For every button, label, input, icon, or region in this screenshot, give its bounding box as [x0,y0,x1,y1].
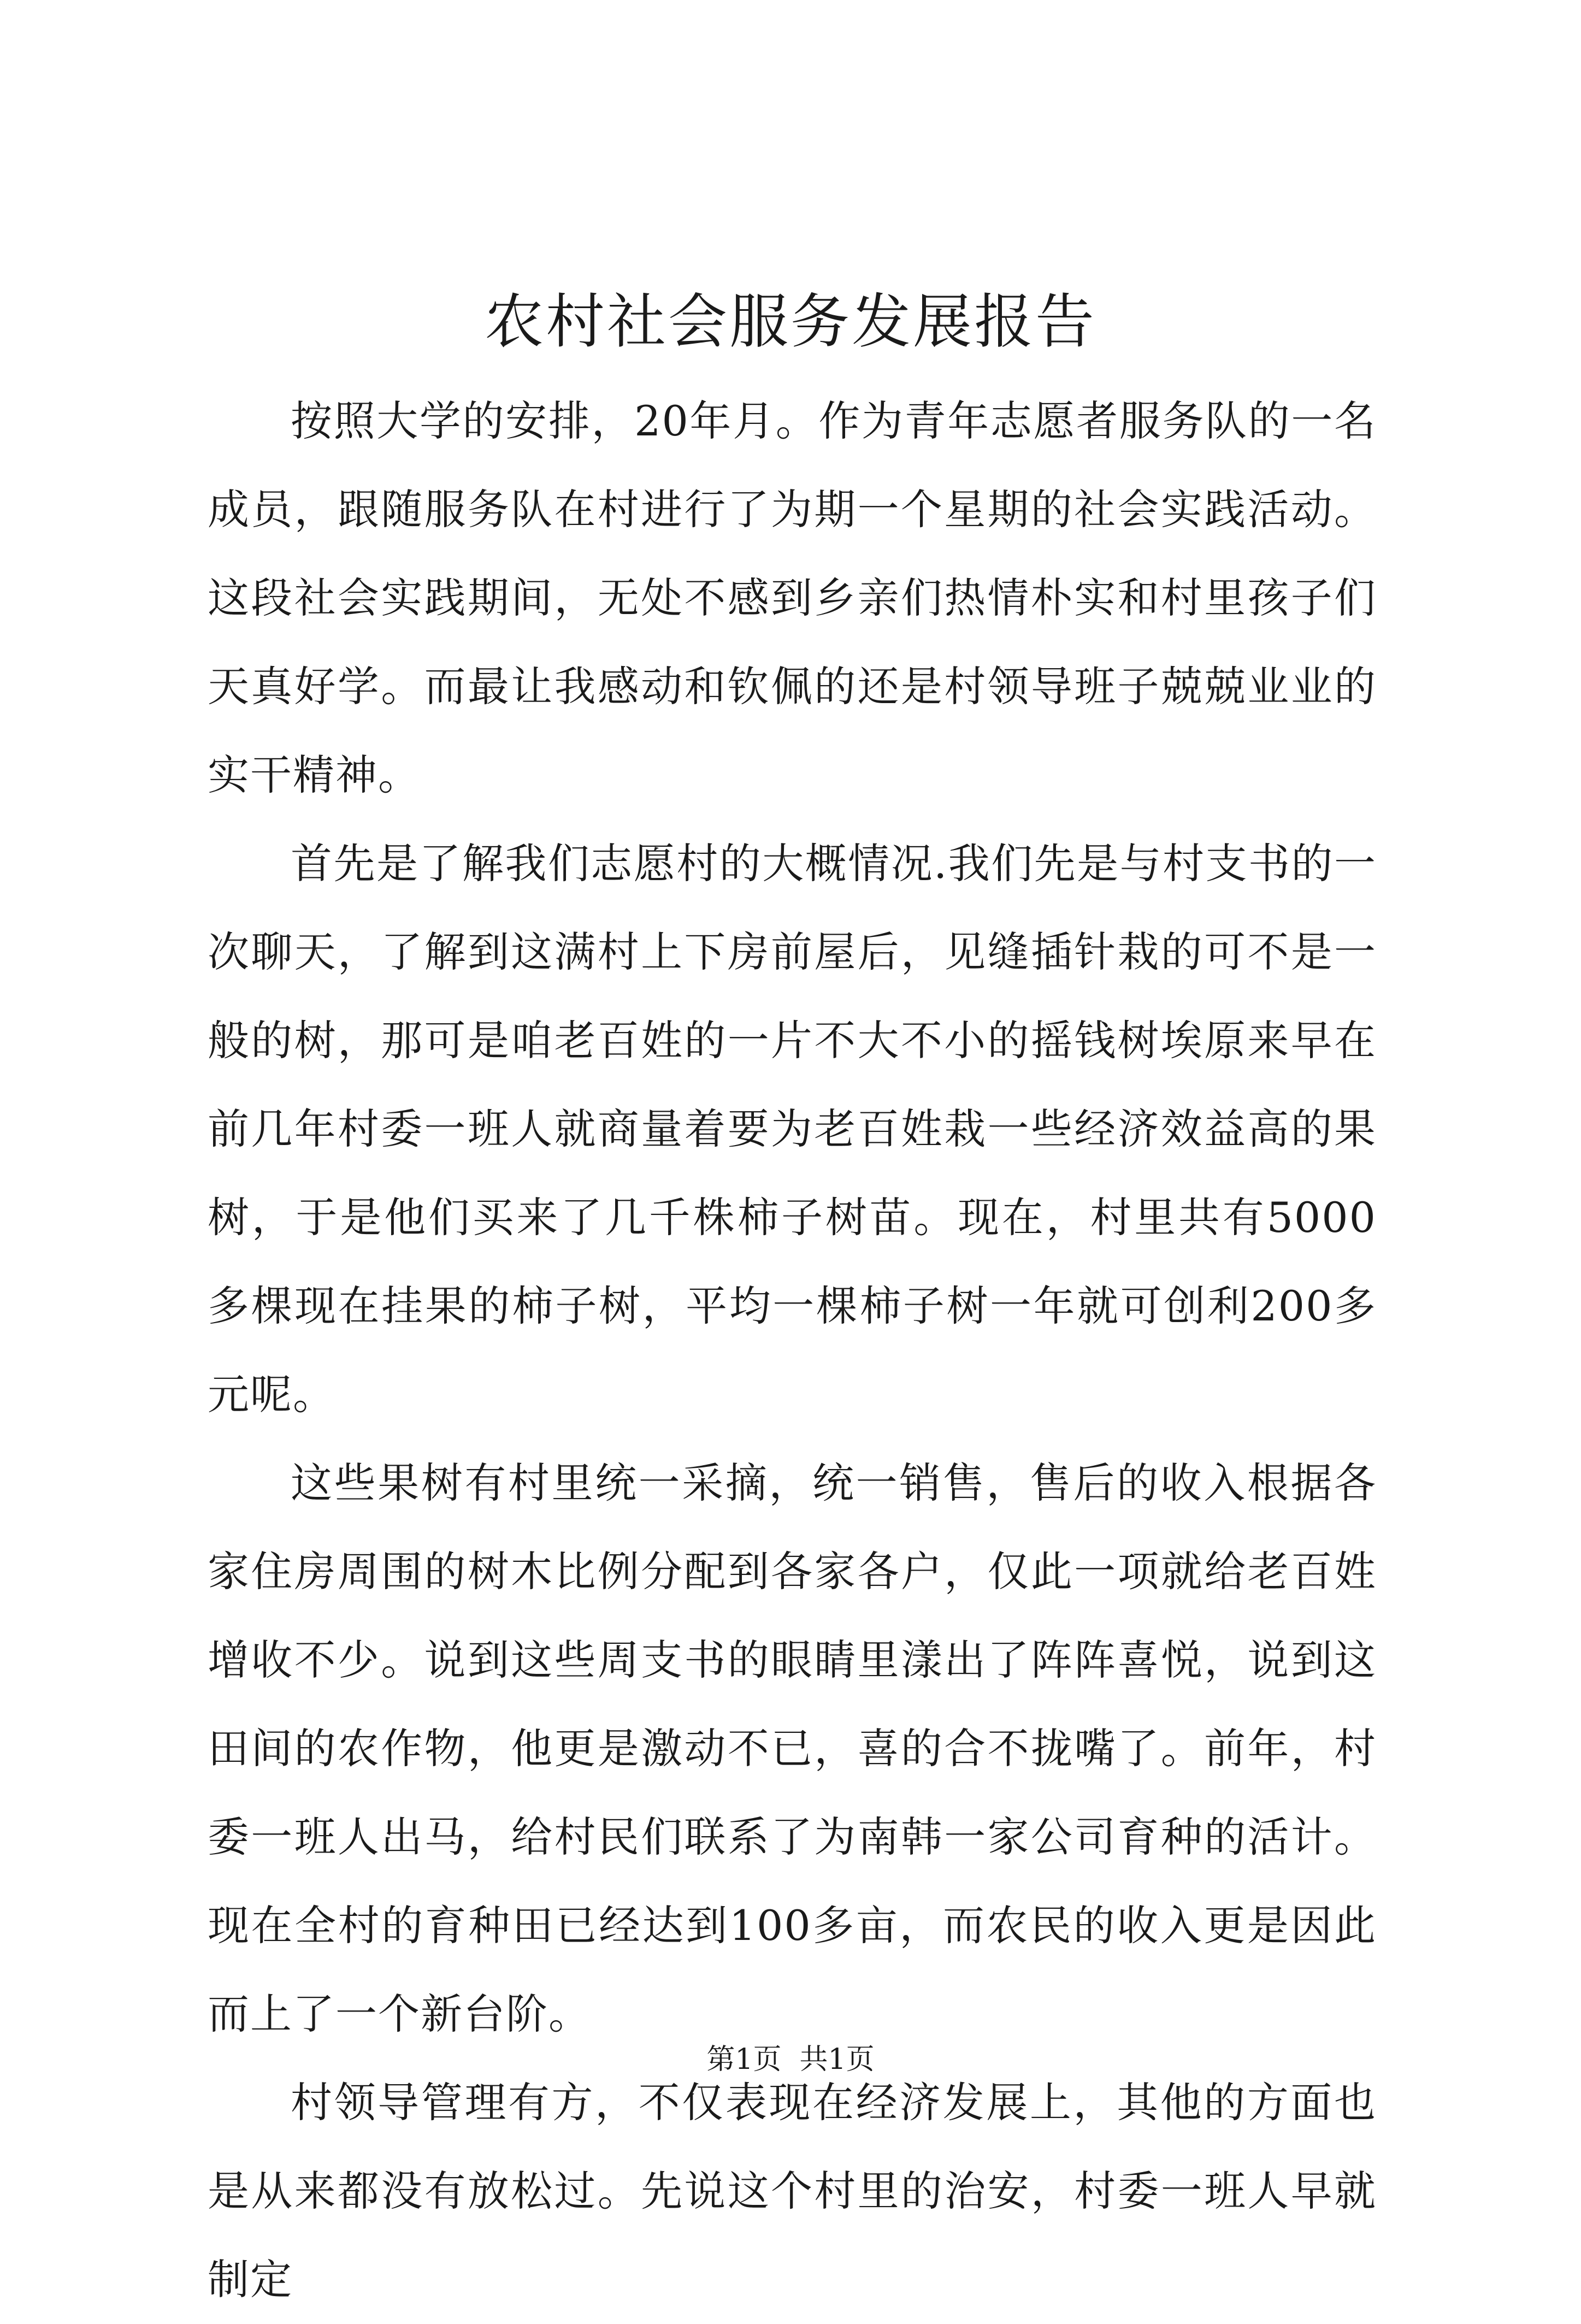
paragraph: 村领导管理有方，不仅表现在经济发展上，其他的方面也是从来都没有放松过。先说这个村里的治安，村委一班人早就制定 [208,2078,1377,2304]
paragraph: 首先是了解我们志愿村的大概情况.我们先是与村支书的一次聊天，了解到这满村上下房前屋后，见缝插针栽的可不是一般的树，那可是咱老百姓的一片不大不小的摇钱树埃原来早在前几年村委一班人就商量着要为老百姓栽一些经济效益高的果树，于是他们买来了几千株柿子树苗。现在，村里共有5000多棵现在挂果的柿子树，平均一棵柿子树一年就可创利200多元呢。 [208,839,1377,1419]
page-label-suffix: 页 [846,2043,875,2076]
page-label-prefix: 第 [706,2043,735,2076]
document-body [208,377,1377,2324]
page-footer [0,2040,1581,2079]
page-number: 1 [735,2043,753,2076]
paragraph: 按照大学的安排，20年月。作为青年志愿者服务队的一名成员，跟随服务队在村进行了为期一个星期的社会实践活动。这段社会实践期间，无处不感到乡亲们热情朴实和村里孩子们天真好学。而最让我感动和钦佩的还是村领导班子兢兢业业的实干精神。 [208,397,1377,799]
page-total: 1 [828,2043,846,2076]
page-label-mid: 页 共 [753,2043,828,2076]
paragraph: 这些果树有村里统一采摘，统一销售，售后的收入根据各家住房周围的树木比例分配到各家各户，仅此一项就给老百姓增收不少。说到这些周支书的眼睛里漾出了阵阵喜悦，说到这田间的农作物，他更是激动不已，喜的合不拢嘴了。前年，村委一班人出马，给村民们联系了为南韩一家公司育种的活计。现在全村的育种田已经达到100多亩，而农民的收入更是因此而上了一个新台阶。 [208,1459,1377,2038]
document-title: 农村社会服务发展报告 [484,288,1096,356]
